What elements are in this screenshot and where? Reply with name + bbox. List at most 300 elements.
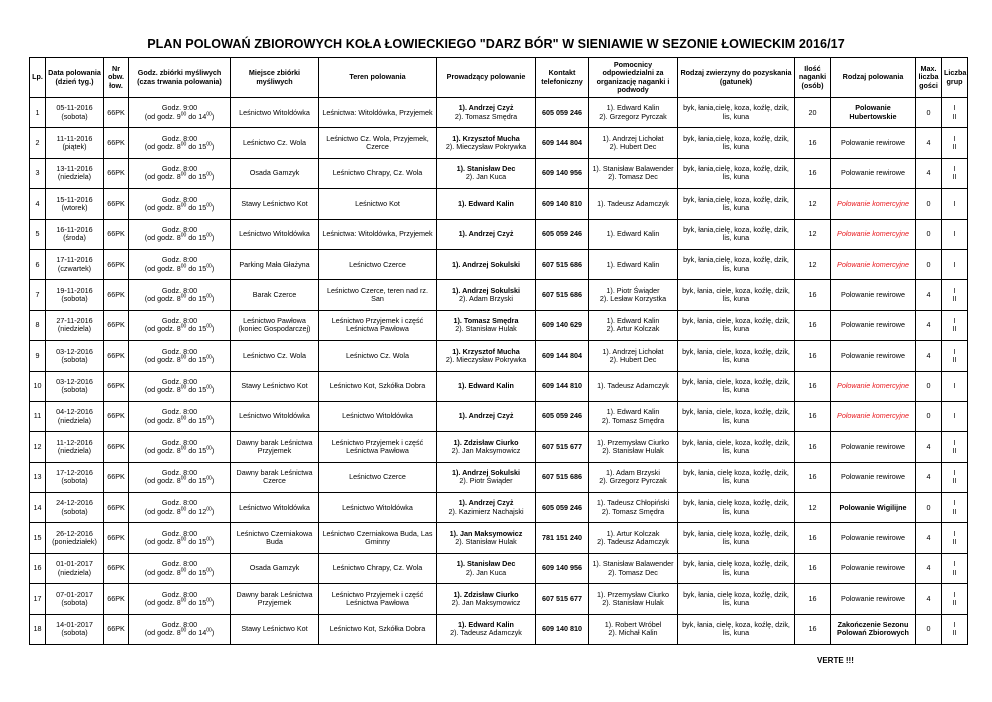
hunt-date: 26-12-2016	[56, 528, 93, 538]
cell-max-guests: 4	[916, 158, 942, 188]
cell-phone: 605 059 246	[536, 219, 589, 249]
assembly-time: Godz. 8:00	[161, 316, 198, 326]
cell-groups	[942, 189, 968, 219]
cell-lp: 18	[30, 614, 46, 644]
cell-hunting-area: Leśnictwo Czerce, teren nad rz. San	[319, 280, 437, 310]
helper-primary: 1). Edward Kalin	[606, 259, 660, 269]
cell-hunt-type: Polowanie rewirowe	[831, 128, 916, 158]
cell-beaters: 16	[795, 462, 831, 492]
cell-meeting-place: Barak Czerce	[231, 280, 319, 310]
cell-phone: 609 140 810	[536, 614, 589, 644]
header-zwierzyna: Rodzaj zwierzyny do pozyskania (gatunek)	[678, 58, 795, 98]
assembly-time: Godz. 8:00	[161, 589, 198, 599]
assembly-time: Godz. 8:00	[161, 620, 198, 630]
group-label: II	[952, 172, 957, 182]
hunt-weekday: (sobota)	[61, 628, 88, 638]
cell-groups	[942, 462, 968, 492]
cell-game: byk, łania,cielę, koza, koźlę, dzik, lis, kuna	[678, 98, 795, 128]
cell-date	[46, 341, 104, 371]
cell-hunting-area: Leśnictwo Przyjemek i część Leśnictwa Pawłowa	[319, 310, 437, 340]
cell-date	[46, 401, 104, 431]
cell-leader	[437, 462, 536, 492]
cell-max-guests: 4	[916, 462, 942, 492]
cell-phone: 609 144 804	[536, 128, 589, 158]
table-row	[30, 219, 968, 249]
cell-phone: 607 515 677	[536, 584, 589, 614]
time-minutes: 00	[206, 445, 212, 452]
cell-helpers	[589, 401, 678, 431]
cell-meeting-place: Leśnictwo Cz. Wola	[231, 341, 319, 371]
cell-game: byk, łania,cielę, koza, koźlę, dzik, lis, kuna	[678, 128, 795, 158]
cell-lp: 2	[30, 128, 46, 158]
cell-game: byk, łania,cielę, koza, koźlę, dzik, lis, kuna	[678, 158, 795, 188]
helper-primary: 1). Edward Kalin	[606, 103, 660, 113]
helper-primary: 1). Robert Wróbel	[604, 620, 662, 630]
cell-hunt-type: Polowanie komercyjne	[831, 189, 916, 219]
cell-leader	[437, 249, 536, 279]
hunt-weekday: (piątek)	[62, 142, 87, 152]
hunt-duration: (od godz. $8^{00}$ do $15^{00}$)	[144, 172, 215, 182]
cell-time	[129, 128, 231, 158]
helper-secondary: 2). Tomasz Dec	[608, 567, 658, 577]
cell-game: byk, łania, cielę koza, koźlę, dzik, lis, kuna	[678, 523, 795, 553]
leader-secondary: 2). Stanisław Hulak	[455, 537, 517, 547]
header-zbiorka: Godz. zbiórki myśliwych (czas trwania polowania)	[129, 58, 231, 98]
time-minutes: 00	[206, 354, 212, 361]
cell-date	[46, 219, 104, 249]
cell-hunting-area: Leśnictwo Kot, Szkółka Dobra	[319, 371, 437, 401]
cell-time	[129, 189, 231, 219]
cell-meeting-place: Stawy Leśnictwo Kot	[231, 189, 319, 219]
cell-date	[46, 614, 104, 644]
table-row	[30, 341, 968, 371]
time-minutes: 00	[206, 141, 212, 148]
helper-secondary: 2). Tadeusz Adamczyk	[597, 537, 669, 547]
time-minutes: 00	[180, 567, 187, 574]
helper-secondary: 2). Stanisław Hulak	[602, 597, 664, 607]
cell-lp: 12	[30, 432, 46, 462]
leader-secondary: 2). Jan Kuca	[465, 567, 507, 577]
cell-max-guests: 0	[916, 249, 942, 279]
hunt-duration: (od godz. $9^{00}$ do $14^{00}$)	[144, 111, 215, 121]
cell-leader	[437, 158, 536, 188]
time-hour: 15	[198, 263, 207, 273]
cell-nr: 66PK	[104, 280, 129, 310]
leader-secondary: 2). Mieczysław Pokrywka	[445, 142, 527, 152]
hunt-weekday: (sobota)	[61, 476, 88, 486]
cell-lp: 6	[30, 249, 46, 279]
leader-primary: 1). Krzysztof Mucha	[452, 346, 520, 356]
cell-date	[46, 189, 104, 219]
table-row	[30, 401, 968, 431]
group-label: II	[952, 445, 957, 455]
time-hour: 15	[198, 415, 207, 425]
time-hour: 9	[176, 111, 181, 121]
cell-lp: 11	[30, 401, 46, 431]
hunt-date: 17-12-2016	[56, 468, 93, 478]
time-hour: 8	[176, 294, 181, 304]
cell-time	[129, 158, 231, 188]
leader-primary: 1). Edward Kalin	[458, 198, 514, 208]
cell-helpers	[589, 462, 678, 492]
hunt-date: 14-01-2017	[56, 620, 93, 630]
table-row	[30, 310, 968, 340]
table-row	[30, 462, 968, 492]
cell-hunt-type: Polowanie komercyjne	[831, 401, 916, 431]
assembly-time: Godz. 8:00	[161, 285, 198, 295]
cell-date	[46, 553, 104, 583]
cell-phone: 609 140 956	[536, 553, 589, 583]
helper-primary: 1). Przemysław Ciurko	[597, 589, 669, 599]
hunt-weekday: (sobota)	[61, 294, 88, 304]
time-hour: 14	[198, 628, 207, 638]
cell-game: byk, łania,cielę, koza, koźlę, dzik, lis, kuna	[678, 219, 795, 249]
cell-helpers	[589, 553, 678, 583]
cell-nr: 66PK	[104, 158, 129, 188]
group-label: II	[952, 506, 957, 516]
cell-beaters: 16	[795, 280, 831, 310]
cell-time	[129, 401, 231, 431]
group-label: II	[952, 142, 957, 152]
table-row	[30, 158, 968, 188]
cell-lp: 15	[30, 523, 46, 553]
group-label: II	[952, 354, 957, 364]
time-hour: 8	[176, 142, 181, 152]
cell-lp: 14	[30, 493, 46, 523]
table-row	[30, 98, 968, 128]
table-row	[30, 280, 968, 310]
time-hour: 8	[176, 354, 181, 364]
cell-phone: 607 515 677	[536, 432, 589, 462]
hunt-weekday: (środa)	[63, 233, 86, 243]
assembly-time: Godz. 8:00	[161, 468, 198, 478]
time-hour: 12	[198, 506, 207, 516]
cell-groups	[942, 401, 968, 431]
helper-secondary: 2). Tomasz Smędra	[601, 506, 665, 516]
hunt-date: 03-12-2016	[56, 346, 93, 356]
hunt-weekday: (niedziela)	[57, 172, 92, 182]
header-miejsce: Miejsce zbiórki myśliwych	[231, 58, 319, 98]
time-hour: 8	[176, 445, 181, 455]
cell-groups	[942, 128, 968, 158]
hunt-date: 27-11-2016	[56, 316, 93, 326]
cell-leader	[437, 310, 536, 340]
cell-max-guests: 0	[916, 98, 942, 128]
helper-secondary: 2). Tomasz Dec	[608, 172, 658, 182]
leader-secondary: 2). Mieczysław Pokrywka	[445, 354, 527, 364]
time-minutes: 00	[206, 172, 212, 179]
cell-game: byk, łania, ciele, koza, koźlę, dzik, lis, kuna	[678, 280, 795, 310]
cell-hunt-type: Polowanie rewirowe	[831, 553, 916, 583]
cell-phone: 609 144 810	[536, 371, 589, 401]
group-label: I	[953, 316, 956, 326]
cell-leader	[437, 341, 536, 371]
cell-leader	[437, 98, 536, 128]
cell-leader	[437, 219, 536, 249]
cell-groups	[942, 98, 968, 128]
cell-hunt-type: Polowanie rewirowe	[831, 341, 916, 371]
time-minutes: 00	[180, 627, 187, 634]
hunt-duration: (od godz. $8^{00}$ do $15^{00}$)	[144, 324, 215, 334]
time-minutes: 00	[180, 263, 187, 270]
cell-nr: 66PK	[104, 371, 129, 401]
cell-phone: 605 059 246	[536, 401, 589, 431]
cell-helpers	[589, 341, 678, 371]
cell-meeting-place: Stawy Leśnictwo Kot	[231, 371, 319, 401]
cell-nr: 66PK	[104, 553, 129, 583]
cell-meeting-place: Dawny barak Leśnictwa Przyjemek	[231, 584, 319, 614]
cell-game: byk, łania,cielę, koza, koźlę, dzik, lis, kuna	[678, 189, 795, 219]
cell-date	[46, 249, 104, 279]
hunt-duration: (od godz. $8^{00}$ do $14^{00}$)	[144, 627, 215, 638]
group-label: II	[952, 294, 957, 304]
hunt-date: 07-01-2017	[56, 589, 93, 599]
cell-hunt-type: Polowanie rewirowe	[831, 584, 916, 614]
cell-helpers	[589, 523, 678, 553]
cell-hunting-area: Leśnictwo Chrapy, Cz. Wola	[319, 553, 437, 583]
group-label: I	[953, 468, 956, 478]
cell-groups	[942, 158, 968, 188]
cell-leader	[437, 432, 536, 462]
cell-meeting-place: Dawny barak Leśnictwa Czerce	[231, 462, 319, 492]
cell-leader	[437, 614, 536, 644]
table-row	[30, 493, 968, 523]
cell-hunt-type: Polowanie rewirowe	[831, 462, 916, 492]
table-row	[30, 371, 968, 401]
time-minutes: 00	[180, 354, 187, 361]
cell-phone: 609 140 956	[536, 158, 589, 188]
header-prowadzacy: Prowadzący polowanie	[437, 58, 536, 98]
cell-time	[129, 584, 231, 614]
table-row	[30, 614, 968, 644]
table-row	[30, 584, 968, 614]
time-minutes: 00	[206, 384, 212, 391]
cell-nr: 66PK	[104, 128, 129, 158]
time-minutes: 00	[206, 263, 212, 270]
cell-hunt-type: Polowanie komercyjne	[831, 219, 916, 249]
cell-lp: 8	[30, 310, 46, 340]
cell-leader	[437, 189, 536, 219]
helper-primary: 1). Tadeusz Chłopiński	[596, 498, 670, 508]
cell-hunting-area: Leśnictwo Czerniakowa Buda, Las Gminny	[319, 523, 437, 553]
helper-secondary: 2). Grzegorz Pyrczak	[599, 476, 667, 486]
cell-time	[129, 462, 231, 492]
time-hour: 15	[198, 537, 207, 547]
cell-hunting-area: Leśnictwo Cz. Wola, Przyjemek, Czerce	[319, 128, 437, 158]
leader-secondary: 2). Kazimierz Nachajski	[448, 506, 524, 516]
hunt-weekday: (niedziela)	[57, 567, 92, 577]
leader-primary: 1). Edward Kalin	[458, 620, 514, 630]
cell-date	[46, 432, 104, 462]
cell-lp: 10	[30, 371, 46, 401]
hunt-duration: (od godz. $8^{00}$ do $15^{00}$)	[144, 263, 215, 273]
cell-max-guests: 4	[916, 310, 942, 340]
hunt-duration: (od godz. $8^{00}$ do $15^{00}$)	[144, 597, 215, 607]
leader-primary: 1). Edward Kalin	[458, 381, 514, 391]
header-rodzaj: Rodzaj polowania	[831, 58, 916, 98]
table-row	[30, 523, 968, 553]
cell-date	[46, 128, 104, 158]
helper-primary: 1). Edward Kalin	[606, 407, 660, 417]
header-ilosc: Ilość naganki (osób)	[795, 58, 831, 98]
cell-nr: 66PK	[104, 341, 129, 371]
hunt-duration: (od godz. $8^{00}$ do $12^{00}$)	[144, 506, 215, 516]
cell-phone: 609 144 804	[536, 341, 589, 371]
hunt-duration: (od godz. $8^{00}$ do $15^{00}$)	[144, 232, 215, 243]
helper-primary: 1). Tadeusz Adamczyk	[597, 381, 669, 391]
group-label: I	[953, 559, 956, 569]
hunt-date: 11-11-2016	[56, 133, 93, 143]
cell-time	[129, 553, 231, 583]
leader-secondary: 2). Tomasz Smędra	[454, 111, 518, 121]
cell-max-guests: 0	[916, 401, 942, 431]
helper-primary: 1). Adam Brzyski	[606, 468, 660, 478]
cell-meeting-place: Leśnictwo Pawłowa (koniec Gospodarczej)	[231, 310, 319, 340]
hunt-date: 13-11-2016	[56, 164, 93, 174]
group-label: I	[953, 103, 956, 113]
cell-date	[46, 371, 104, 401]
cell-beaters: 16	[795, 432, 831, 462]
group-label: I	[953, 198, 956, 208]
group-label: I	[953, 133, 956, 143]
helper-primary: 1). Edward Kalin	[606, 316, 660, 326]
hunt-weekday: (sobota)	[61, 597, 88, 607]
time-hour: 15	[198, 142, 207, 152]
leader-primary: 1). Andrzej Sokulski	[451, 468, 521, 478]
cell-date	[46, 158, 104, 188]
cell-beaters: 16	[795, 128, 831, 158]
cell-beaters: 16	[795, 584, 831, 614]
time-hour: 8	[176, 537, 181, 547]
assembly-time: Godz. 8:00	[161, 224, 198, 234]
cell-game: byk, łania, cielę koza, koźlę, dzik, lis, kuna	[678, 462, 795, 492]
leader-secondary: 2). Jan Kuca	[465, 172, 507, 182]
hunt-duration: (od godz. $8^{00}$ do $15^{00}$)	[144, 415, 215, 425]
cell-phone: 607 515 686	[536, 280, 589, 310]
cell-game: byk, łania, cielę koza, koźlę, dzik, lis, kuna	[678, 584, 795, 614]
cell-date	[46, 584, 104, 614]
group-label: II	[952, 628, 957, 638]
hunt-duration: (od godz. $8^{00}$ do $15^{00}$)	[144, 475, 215, 486]
helper-secondary: 2). Hubert Dec	[609, 354, 657, 364]
cell-max-guests: 4	[916, 280, 942, 310]
cell-meeting-place: Leśnictwo Witoldówka	[231, 219, 319, 249]
cell-groups	[942, 371, 968, 401]
cell-leader	[437, 584, 536, 614]
cell-beaters: 16	[795, 310, 831, 340]
cell-leader	[437, 371, 536, 401]
group-label: II	[952, 476, 957, 486]
time-hour: 15	[198, 294, 207, 304]
leader-primary: 1). Zdzisław Ciurko	[453, 589, 519, 599]
cell-beaters: 16	[795, 523, 831, 553]
cell-helpers	[589, 158, 678, 188]
leader-primary: 1). Stanisław Dec	[456, 164, 516, 174]
cell-lp: 17	[30, 584, 46, 614]
cell-lp: 7	[30, 280, 46, 310]
assembly-time: Godz. 8:00	[161, 346, 198, 356]
cell-nr: 66PK	[104, 189, 129, 219]
time-hour: 8	[176, 263, 181, 273]
time-minutes: 00	[180, 141, 187, 148]
assembly-time: Godz. 8:00	[161, 164, 198, 174]
cell-helpers	[589, 614, 678, 644]
cell-hunting-area: Leśnictwo Chrapy, Cz. Wola	[319, 158, 437, 188]
time-hour: 8	[176, 506, 181, 516]
cell-hunt-type: Polowanie rewirowe	[831, 310, 916, 340]
time-minutes: 00	[206, 415, 212, 422]
cell-lp: 3	[30, 158, 46, 188]
header-teren: Teren polowania	[319, 58, 437, 98]
leader-primary: 1). Zdzisław Ciurko	[453, 437, 519, 447]
leader-primary: 1). Andrzej Czyż	[458, 103, 514, 113]
cell-beaters: 16	[795, 371, 831, 401]
cell-max-guests: 4	[916, 432, 942, 462]
cell-hunting-area: Leśnictwa: Witoldówka, Przyjemek	[319, 98, 437, 128]
hunt-date: 15-11-2016	[56, 194, 93, 204]
cell-meeting-place: Leśnictwo Cz. Wola	[231, 128, 319, 158]
hunt-duration: (od godz. $8^{00}$ do $15^{00}$)	[144, 536, 215, 547]
cell-helpers	[589, 280, 678, 310]
group-label: II	[952, 111, 957, 121]
cell-helpers	[589, 219, 678, 249]
group-label: I	[953, 437, 956, 447]
verte-note: VERTE !!!	[817, 656, 854, 665]
cell-groups	[942, 249, 968, 279]
cell-game: byk, łania,cielę, koza, koźlę, dzik, lis, kuna	[678, 249, 795, 279]
cell-hunt-type: Polowanie rewirowe	[831, 523, 916, 553]
assembly-time: Godz. 8:00	[161, 437, 198, 447]
cell-groups	[942, 432, 968, 462]
cell-meeting-place: Osada Gamzyk	[231, 553, 319, 583]
leader-primary: 1). Andrzej Czyż	[458, 498, 514, 508]
cell-max-guests: 4	[916, 553, 942, 583]
cell-beaters: 12	[795, 189, 831, 219]
cell-time	[129, 310, 231, 340]
table-row	[30, 249, 968, 279]
helper-secondary: 2). Hubert Dec	[609, 142, 657, 152]
cell-groups	[942, 280, 968, 310]
assembly-time: Godz. 8:00	[161, 133, 198, 143]
time-minutes: 00	[180, 172, 187, 179]
assembly-time: Godz. 8:00	[161, 559, 198, 569]
hunt-weekday: (poniedziałek)	[52, 537, 97, 547]
helper-secondary: 2). Tomasz Smędra	[601, 415, 665, 425]
cell-lp: 13	[30, 462, 46, 492]
time-hour: 15	[198, 597, 207, 607]
cell-nr: 66PK	[104, 614, 129, 644]
cell-max-guests: 0	[916, 371, 942, 401]
time-hour: 15	[198, 476, 207, 486]
time-minutes: 00	[206, 597, 212, 604]
hunt-duration: (od godz. $8^{00}$ do $15^{00}$)	[144, 445, 215, 455]
cell-date	[46, 523, 104, 553]
helper-secondary: 2). Lesław Korzystka	[599, 294, 667, 304]
cell-time	[129, 341, 231, 371]
cell-helpers	[589, 98, 678, 128]
cell-lp: 9	[30, 341, 46, 371]
cell-hunting-area: Leśnictwa: Witoldówka, Przyjemek	[319, 219, 437, 249]
hunt-date: 03-12-2016	[56, 376, 93, 386]
time-minutes: 00	[180, 293, 187, 300]
hunt-date: 19-11-2016	[56, 285, 93, 295]
cell-helpers	[589, 432, 678, 462]
page-title: PLAN POLOWAŃ ZBIOROWYCH KOŁA ŁOWIECKIEGO "DARZ BÓR" W SIENIAWIE W SEZONIE ŁOWIECKIM 2016/17	[147, 37, 845, 51]
table-row	[30, 128, 968, 158]
assembly-time: Godz. 8:00	[161, 194, 198, 204]
group-label: I	[953, 229, 956, 239]
cell-nr: 66PK	[104, 219, 129, 249]
